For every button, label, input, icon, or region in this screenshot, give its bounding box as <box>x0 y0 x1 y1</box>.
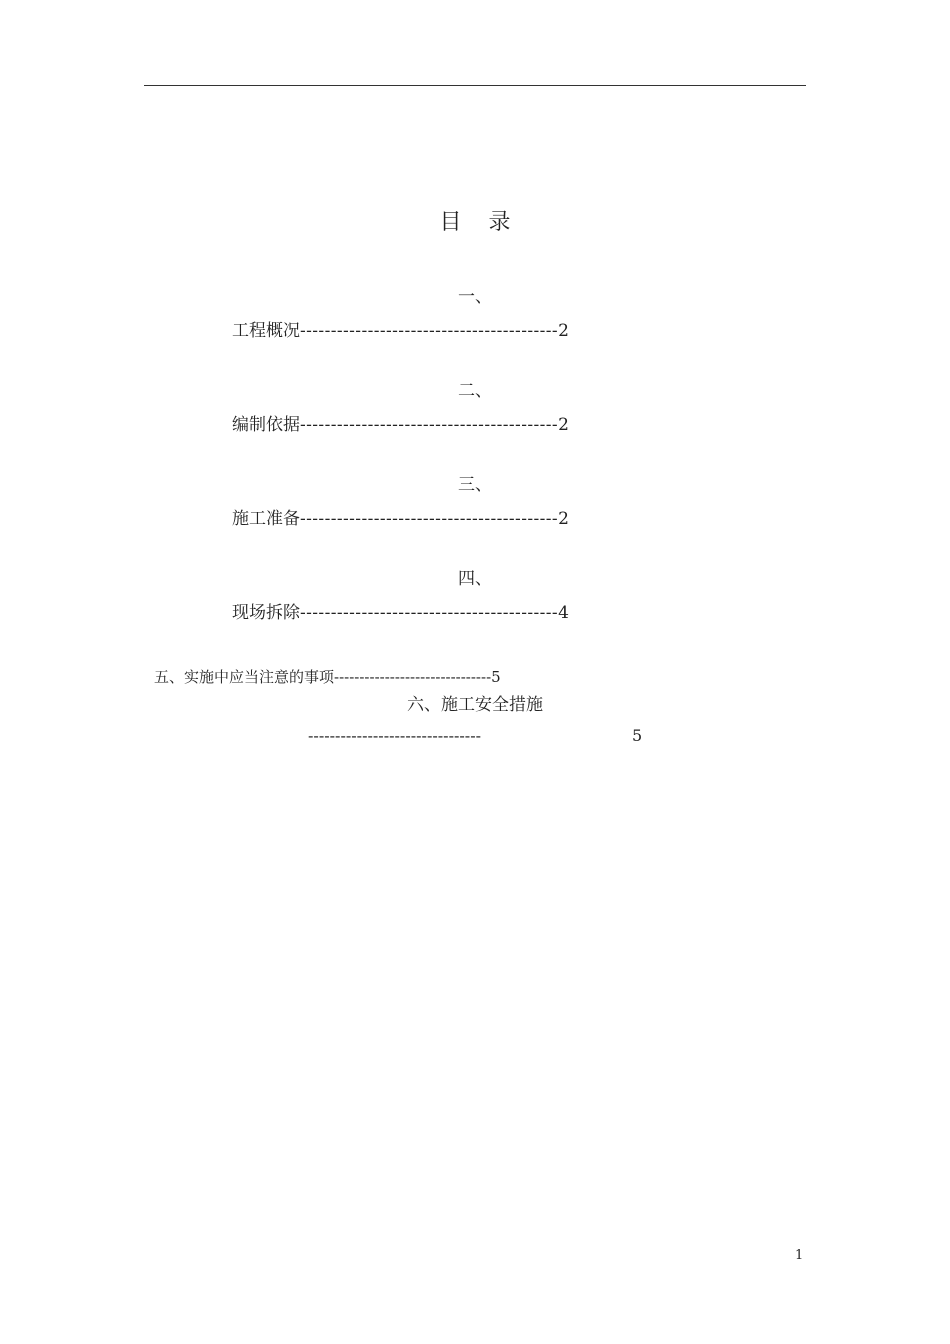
toc-entry-3[interactable] <box>232 504 732 529</box>
toc-entry-2-number: 二、 <box>458 381 492 401</box>
toc-entry-2-label: 编制依据 <box>232 415 300 435</box>
toc-entry-4-page: 4 <box>558 603 569 623</box>
toc-entry-6-label[interactable]: 六、施工安全措施 <box>407 695 543 715</box>
toc-entry-3-leader: ------------------------------------------ <box>300 509 559 529</box>
toc-entry-2-page: 2 <box>558 415 569 435</box>
toc-entry-4-number: 四、 <box>458 569 492 589</box>
toc-entry-5-page: 5 <box>491 668 501 686</box>
toc-entry-6-leader: -------------------------------- <box>308 726 481 745</box>
toc-entry-2[interactable] <box>232 410 732 435</box>
toc-entry-1-leader: ------------------------------------------ <box>300 321 559 341</box>
toc-entry-1[interactable] <box>232 316 732 341</box>
toc-entry-3-number: 三、 <box>458 475 492 495</box>
toc-entry-6-page: 5 <box>632 726 643 745</box>
toc-entry-4[interactable] <box>232 598 732 623</box>
toc-entry-5-label: 五、实施中应当注意的事项 <box>154 668 335 686</box>
header-rule <box>144 85 806 86</box>
toc-entry-1-page: 2 <box>558 321 569 341</box>
toc-entry-1-number: 一、 <box>458 287 492 307</box>
toc-entry-2-leader: ------------------------------------------ <box>300 415 559 435</box>
toc-entry-4-leader: ------------------------------------------ <box>300 603 559 623</box>
toc-entry-4-label: 现场拆除 <box>232 603 300 623</box>
toc-entry-5-leader: ------------------------------- <box>334 668 492 686</box>
toc-entry-1-label: 工程概况 <box>232 321 300 341</box>
toc-entry-3-label: 施工准备 <box>232 509 300 529</box>
toc-title: 目 录 <box>439 210 521 235</box>
toc-entry-3-page: 2 <box>558 509 569 529</box>
page-number: 1 <box>795 1248 804 1263</box>
toc-entry-5[interactable] <box>154 666 501 687</box>
